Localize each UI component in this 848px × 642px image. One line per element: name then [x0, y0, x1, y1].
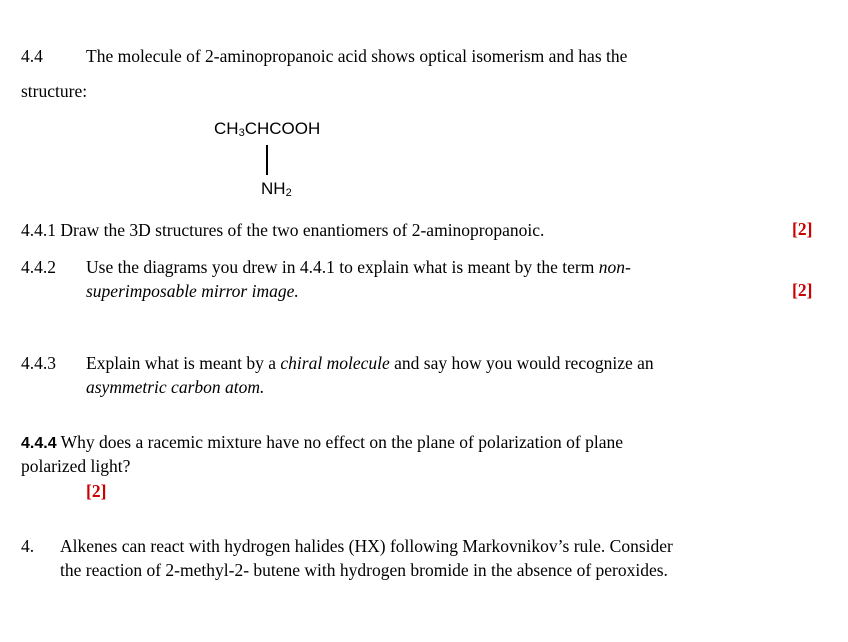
structural-formula-main: $CH_3CHCOOH$ [214, 119, 321, 139]
question-number: 4.4.2 [21, 257, 56, 277]
question-4-4-4-line-2: polarized light? [21, 456, 131, 476]
question-number: 4. [21, 536, 35, 556]
mark-allocation: [2] [792, 280, 813, 300]
question-4-4-4-line-1: 4.4.4 Why does a racemic mixture have no effect on the plane of polarization of plane [21, 432, 624, 452]
question-4-4-1: 4.4.1 Draw the 3D structures of the two enantiomers of 2-aminopropanoic. [21, 220, 545, 240]
bond-line [266, 145, 268, 175]
question-4-line-1: Alkenes can react with hydrogen halides (HX) following Markovnikov’s rule. Consider [60, 536, 673, 556]
question-4-4-2-line-2: superimposable mirror image. [86, 281, 299, 301]
mark-allocation: [2] [792, 219, 813, 239]
question-4-4-2-line-1: Use the diagrams you drew in 4.4.1 to explain what is meant by the term non- [86, 257, 631, 277]
question-number: 4.4.3 [21, 353, 56, 373]
question-4-line-2: the reaction of 2-methyl-2- butene with hydrogen bromide in the absence of peroxides. [60, 560, 668, 580]
structural-formula-substituent: $NH_2$ [261, 179, 292, 199]
question-4-4 [21, 45, 43, 67]
question-number: 4.4 [21, 46, 43, 66]
question-4-4-3-line-1: Explain what is meant by a chiral molecule and say how you would recognize an [86, 353, 654, 373]
question-4-4-3-line-2: asymmetric carbon atom. [86, 377, 265, 397]
question-text-line-2: structure: [21, 81, 88, 101]
mark-allocation: [2] [86, 481, 107, 501]
question-text-line-1: The molecule of 2-aminopropanoic acid shows optical isomerism and has the [86, 46, 628, 66]
